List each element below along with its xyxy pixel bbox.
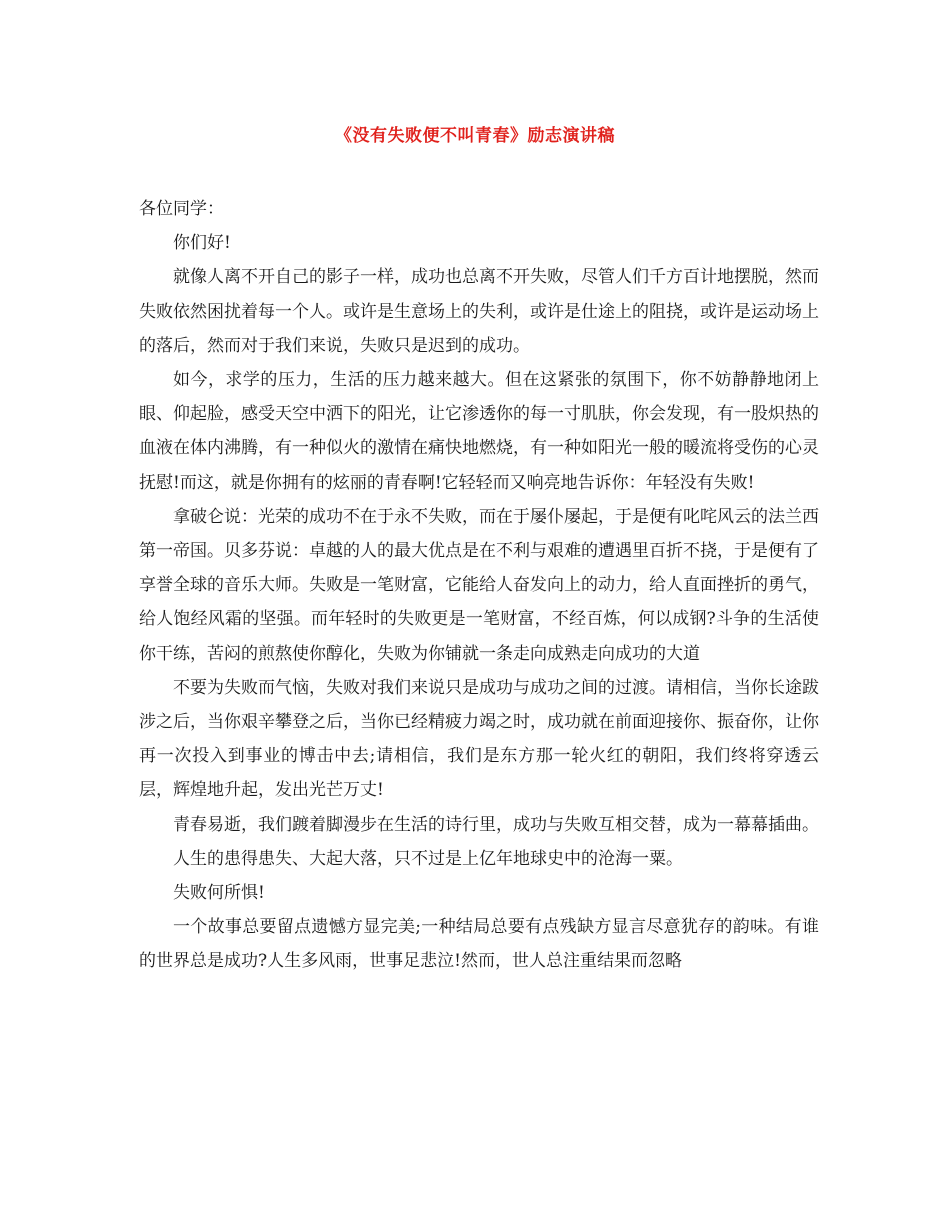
paragraph: 如今，求学的压力，生活的压力越来越大。但在这紧张的氛围下，你不妨静静地闭上眼、仰起脸，感受天空中洒下的阳光，让它渗透你的每一寸肌肤，你会发现，有一股炽热的血液在体内沸腾，有一种似火的激情在痛快地燃烧，有一种如阳光一般的暖流将受伤的心灵抚慰!而这，就是你拥有的炫丽的青春啊!它轻轻而又响亮地告诉你：年轻没有失败! bbox=[139, 370, 819, 493]
paragraph: 人生的患得患失、大起大落，只不过是上亿年地球史中的沧海一粟。 bbox=[173, 848, 683, 869]
paragraph: 不要为失败而气恼，失败对我们来说只是成功与成功之间的过渡。请相信，当你长途跋涉之后，当你艰辛攀登之后，当你已经精疲力竭之时，成功就在前面迎接你、振奋你，让你再一次投入到事业的博击中去;请相信，我们是东方那一轮火红的朝阳，我们终将穿透云层，辉煌地升起，发出光芒万丈! bbox=[139, 677, 819, 801]
paragraph: 失败何所惧! bbox=[173, 883, 265, 904]
paragraph: 青春易逝，我们踱着脚漫步在生活的诗行里，成功与失败互相交替，成为一幕幕插曲。 bbox=[173, 814, 819, 835]
document-body bbox=[139, 192, 819, 979]
paragraph: 一个故事总要留点遗憾方显完美;一种结局总要有点残缺方显言尽意犹存的韵味。有谁的世界总是成功?人生多风雨，世事足悲泣!然而，世人总注重结果而忽略 bbox=[139, 917, 819, 972]
salutation: 各位同学： bbox=[139, 199, 224, 219]
paragraph: 就像人离不开自己的影子一样，成功也总离不开失败，尽管人们千方百计地摆脱，然而失败依然困扰着每一个人。或许是生意场上的失利，或许是仕途上的阻挠，或许是运动场上的落后，然而对于我们来说，失败只是迟到的成功。 bbox=[139, 267, 819, 356]
paragraph-greeting: 你们好! bbox=[173, 233, 231, 254]
document-title: 《没有失败便不叫青春》励志演讲稿 bbox=[335, 126, 615, 146]
paragraph: 拿破仑说：光荣的成功不在于永不失败，而在于屡仆屡起，于是便有叱咤风云的法兰西第一帝国。贝多芬说：卓越的人的最大优点是在不利与艰难的遭遇里百折不挠，于是便有了享誉全球的音乐大师。失败是一笔财富，它能给人奋发向上的动力，给人直面挫折的勇气，给人饱经风霜的坚强。而年轻时的失败更是一笔财富，不经百炼，何以成钢?斗争的生活使你干练，苦闷的煎熬使你醇化，失败为你铺就一条走向成熟走向成功的大道 bbox=[139, 506, 819, 664]
